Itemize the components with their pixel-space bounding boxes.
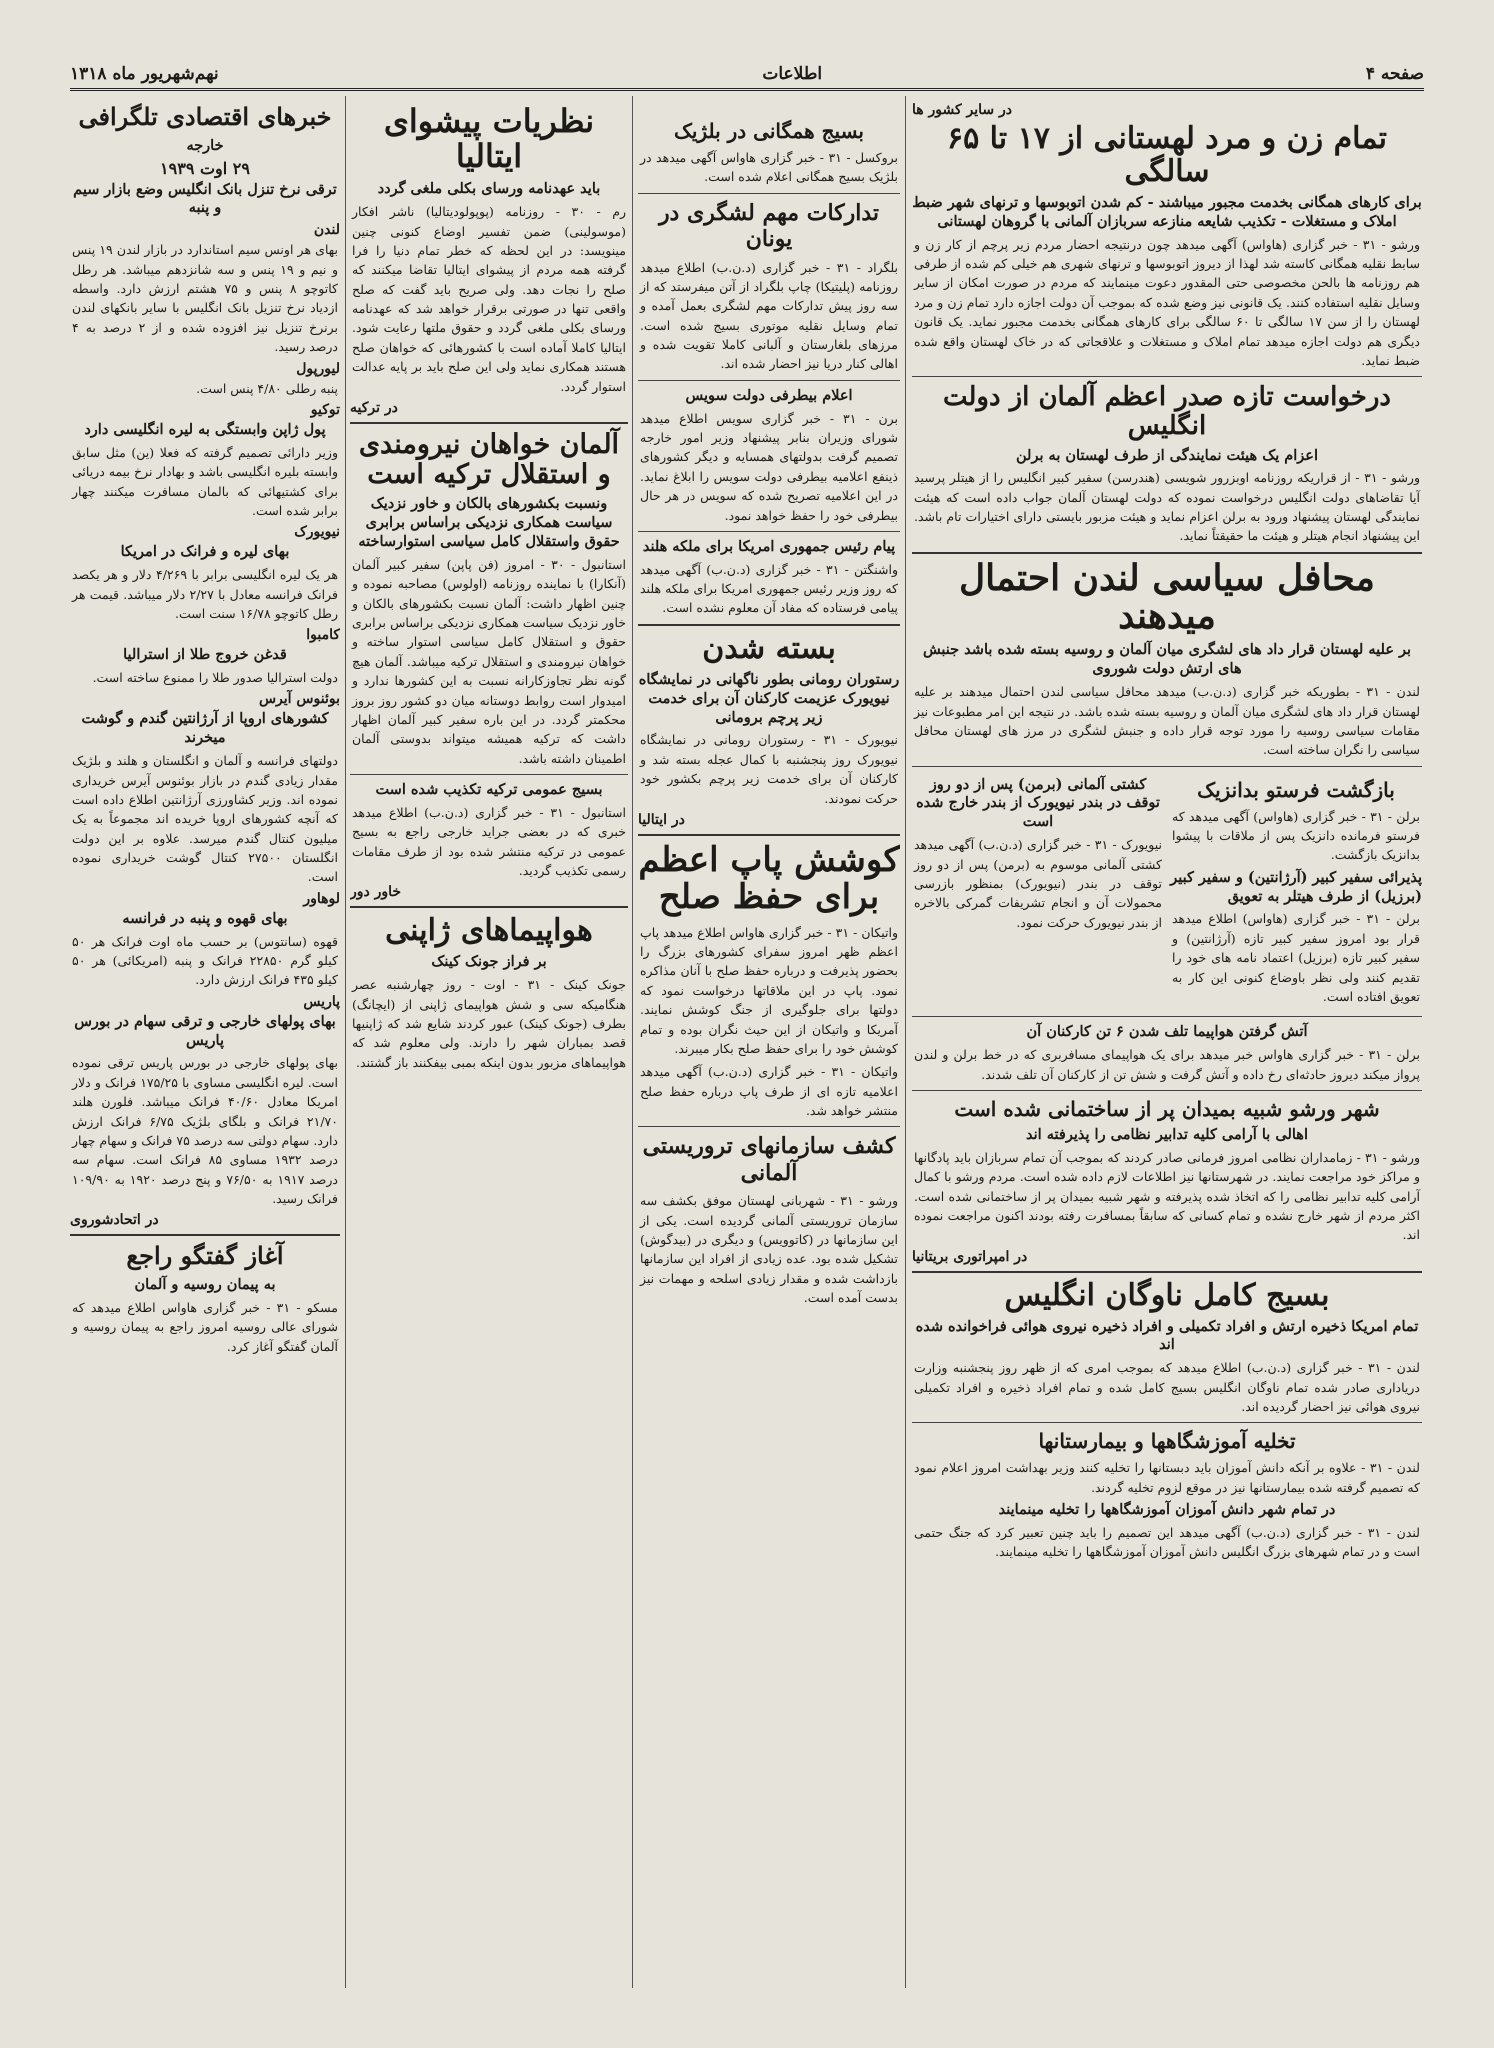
column-3 bbox=[350, 98, 628, 1988]
article-text: لندن - ۳۱ - بطوریکه خبر گزاری (د.ن.ب) میدهد محافل سیاسی لندن احتمال میدهند بر علیه لهستان قرار داد های لشگری میان آلمان و روسیه بسته شده باشد. در نتیجه این امر مطبوعات نیز مقامات سیاسی روسیه را مورد توجه قرار داده و جنبش لشگری در مرز های لهستان محافل سیاسی را نگران ساخته است. bbox=[914, 684, 1420, 758]
divider bbox=[638, 380, 900, 381]
headline: در تمام شهر دانش آموزان آموزشگاهها را تخلیه مینمایند bbox=[998, 1501, 1336, 1519]
city-label: لوهاور bbox=[303, 890, 340, 907]
divider bbox=[638, 1126, 900, 1127]
subheadline: اعزام یک هیئت نمایندگی از طرف لهستان به برلن bbox=[1016, 446, 1318, 464]
article-text: واشنگتن - ۳۱ - خبر گزاری (د.ن.ب) آگهی میدهد که روز وزیر رئیس جمهوری امریکا برای ملکه هلند پیامی فرستاده که مفاد آن معلوم نشده است. bbox=[640, 561, 898, 616]
section-label: در ترکیه bbox=[350, 399, 398, 416]
paper-name: اطلاعات bbox=[762, 64, 823, 84]
headline: آغاز گفتگو راجع bbox=[126, 1241, 284, 1271]
article-text: لندن - ۳۱ - خبر گزاری (د.ن.ب) اطلاع میدهد که بموجب امری که از ظهر روز پنجشنبه وزارت دریاداری صادر شده تمام ناوگان انگلیس بسیج کامل شده و تمام افراد ذخیره و افراد تکمیلی نیروی هوائی نیز احضار گردیده اند. bbox=[914, 1360, 1420, 1415]
article-text: بروکسل - ۳۱ - خبر گزاری هاواس آگهی میدهد در بلژیک بسیج همگانی اعلام شده است. bbox=[640, 150, 898, 185]
subheadline: رستوران رومانی بطور ناگهانی در نمایشگاه نیویورک عزیمت کارکنان آن برای خدمت زیر پرچم برومانی bbox=[638, 670, 900, 726]
section-label: خاور دور bbox=[350, 884, 402, 901]
headline: ترقی نرخ تنزل بانک انگلیس وضع بازار سیم و پنبه bbox=[73, 180, 337, 217]
page-number: صفحه ۴ bbox=[1365, 64, 1424, 84]
subheadline: به پیمان روسیه و آلمان bbox=[134, 1276, 276, 1294]
headline: محافل سیاسی لندن احتمال میدهند bbox=[959, 556, 1375, 637]
subtitle: خارجه bbox=[186, 136, 224, 154]
divider bbox=[350, 774, 628, 775]
article-text: استانبول - ۳۱ - خبر گزاری (د.ن.ب) اطلاع میدهد خبری که در بعضی جراید خارجی راجع به بسیج عمومی در ترکیه منتشر شده بود از طرف مقامات رسمی تکذیب گردید. bbox=[352, 804, 626, 878]
article-text: برلن - ۳۱ - خبر گزاری (هاواس) آگهی میدهد که فرستو فرمانده دانزیک پس از ملاقات با پیشوا بدانزیک بازگشت. bbox=[1172, 808, 1420, 863]
section-title: خبرهای اقتصادی تلگرافی bbox=[78, 102, 332, 131]
headline: کوشش پاپ اعظم برای حفظ صلح bbox=[638, 839, 900, 918]
city-label: نیویورک bbox=[294, 524, 340, 541]
city-label: توکیو bbox=[310, 401, 340, 418]
headline: درخواست تازه صدر اعظم آلمان از دولت انگلیس bbox=[942, 382, 1392, 441]
divider bbox=[912, 376, 1422, 377]
headline: بسیج همگانی در بلژیک bbox=[674, 119, 864, 143]
headline: شهر ورشو شبیه بمیدان پر از ساختمانی شده است bbox=[954, 1096, 1380, 1121]
article-text: هر یک لیره انگلیسی برابر با ۴/۲۶۹ دلار و هر یکصد فرانک فرانسه معادل با ۲/۲۷ دلار میباشد. قیمت هر رطل کاتوچو ۱۶/۷۸ سنت است. bbox=[72, 567, 338, 621]
subheadline: برای کارهای همگانی بخدمت مجبور میباشند - کم شدن اتوبوسها و ترنهای شهر ضبط املاک و مستغلات - تکذیب شایعه منازعه سربازان آلمانی با گروهان لهستانی bbox=[912, 194, 1422, 230]
divider bbox=[350, 906, 628, 908]
headline: بسته شدن bbox=[702, 630, 836, 666]
divider bbox=[912, 1271, 1422, 1273]
subheadline: بر فراز جونک کینک bbox=[431, 953, 547, 971]
divider bbox=[638, 834, 900, 836]
headline: تدارکات مهم لشگری در یونان bbox=[658, 199, 880, 253]
subheadline: باید عهدنامه ورسای بکلی ملغی گردد bbox=[377, 180, 601, 198]
article-text: برن - ۳۱ - خبر گزاری سویس اطلاع میدهد شورای وزیران بنابر پیشنهاد وزیر امور خارجه تصمیم گرفت بدولتهای همسایه و دیگر کشورهای ذینفع اعلامیه بیطرفی دولت سویس را ابلاغ نماید. در این اعلامیه تصریح شده که سویس در هر حال بیطرفی خود را حفظ خواهد نمود. bbox=[640, 410, 899, 523]
section-label: در اتحادشوروی bbox=[70, 1212, 159, 1229]
city-label: بوئنوس آیرس bbox=[258, 691, 340, 708]
headline: بهای لیره و فرانک در امریکا bbox=[120, 543, 290, 561]
headline: بهای پولهای خارجی و ترقی سهام در بورس پاریس bbox=[74, 1012, 336, 1049]
headline: بهای قهوه و پنبه در فرانسه bbox=[122, 909, 288, 927]
article-text: دولتهای فرانسه و آلمان و انگلستان و هلند و بلژیک مقدار زیادی گندم در بازار بوئنوس آیرس خریداری نموده اند. وزیر کشاورزی آرژانتین اطلاع داده است که آنچه کشورهای اروپا خریده اند مجموعاً به یک میلیون کنتال گندم میرسد. علاوه بر این دولت انگلستان ۲۷۵۰۰ کنتال گوشت خریداری نموده است. bbox=[72, 753, 338, 885]
headline: کشورهای اروپا از آرژانتین گندم و گوشت میخرند bbox=[81, 710, 329, 747]
divider bbox=[912, 1090, 1422, 1091]
article-text: لندن - ۳۱ - علاوه بر آنکه دانش آموزان باید دبستانها را تخلیه کنند وزیر بهداشت امروز اعلام نمود که تصمیم گرفته شده بیمارستانها نیز در موقع لزوم تخلیه گردند. bbox=[914, 1460, 1420, 1495]
article-text: برلن - ۳۱ - خبر گزاری (هاواس) اطلاع میدهد قرار بود امروز سفیر کبیر تازه (آرژانتین) و سفیر کبیر تازه (برزیل) اعتماد نامه های خود را تقدیم کنند ولی نظر باوضاع کنونی این کار به تعویق افتاده است. bbox=[1172, 911, 1420, 1004]
article-text: بلگراد - ۳۱ - خبر گزاری (د.ن.ب) اطلاع میدهد روزنامه (پلیتیکا) چاپ بلگراد از آتن میفرستد که از سه روز پیش تدارکات مهم لشگری بعمل آمده و تمام وسایل نقلیه موتوری بسیج شده است. مرزهای بلغارستان و آلبانی کاملا تقویت شده و اهالی کنار دریا نیز احضار شده اند. bbox=[640, 259, 898, 372]
divider bbox=[350, 422, 628, 424]
subheadline: ونسبت بکشورهای بالکان و خاور نزدیک سیاست همکاری نزدیکی براساس برابری حقوق واستقلال کامل سیاسی استوارساخته bbox=[358, 495, 620, 551]
article-text: ورشو - ۳۱ - خبر گزاری (هاواس) آگهی میدهد چون درنتیجه احضار مردم زیر پرچم از کار زن و سابط نقلیه همگانی کاسته شد لهذا از دیروز اتوبوسها و ترنهای شهری هم خیلی کم شده از طرفی هم روزنامه ها بالحن مخصوصی حتی المقدور دعوت مینمایند که مردم در صورت امکان از سایر وسایل نقلیه استفاده کنند. یک قانونی نیز وضع شده که بموجب آن دولت اجازه دارد تمام زن و مرد لهستان را از سن ۱۷ سالگی تا ۶۰ سالگی برای کارهای همگانی بخدمت مجبور نماید. یک قانون دیگری هم دولت اجازه میدهد تمام املاک و مستغلات و علاقجاتی که در خاک لهستان واقع شده ضبط نماید. bbox=[914, 236, 1420, 368]
divider bbox=[912, 1016, 1422, 1017]
masthead bbox=[70, 60, 1424, 91]
city-label: کامبوا bbox=[306, 627, 340, 644]
headline: اعلام بیطرفی دولت سویس bbox=[685, 386, 853, 404]
divider bbox=[912, 1422, 1422, 1423]
column-4 bbox=[70, 98, 340, 1988]
headline: آتش گرفتن هواپیما تلف شدن ۶ تن کارکنان آن bbox=[1026, 1023, 1308, 1041]
article-text: برلن - ۳۱ - خبر گزاری هاواس خبر میدهد برای یک هواپیمای مسافربری که در خط برلن و لندن پرواز میکند دیروز حادثه‌ای رخ داده و آتش گرفت و شش تن از کارکنان آن تلف شدند. bbox=[914, 1047, 1420, 1082]
article-text: قهوه (سانتوس) بر حسب ماه اوت فرانک هر ۵۰ کیلو گرم ۲۲۸۵۰ فرانک و پنبه (امریکائی) هر ۵۰ کیلو ۴۳۵ فرانک ارزش دارد. bbox=[72, 933, 338, 988]
headline: بسیج کامل ناوگان انگلیس bbox=[1004, 1277, 1330, 1313]
article-text: دولت استرالیا صدور طلا را ممنوع ساخته است. bbox=[92, 670, 338, 686]
subheadline: تمام امریکا ذخیره ارتش و افراد تکمیلی و افراد ذخیره نیروی هوائی فراخوانده شده اند bbox=[915, 1317, 1419, 1354]
divider bbox=[638, 531, 900, 532]
article-text: ورشو - ۳۱ - از قراریکه روزنامه اوبزرور شویسی (هندرسن) سفیر کبیر انگلیس را از هیتلر پرسید آیا تقاضاهای دولت انگلیس درخواست نموده که دولت لهستان آلمان جواب داده است که هیئت نمایندگی لهستان پیشنهاد ورود به برلن اعزام نماید و هیئت مزبور بایستی دارای اختیارات تام باشد. این پیشنهاد انجام هیتلر و هیئت ما حقیقتاً نماید. bbox=[914, 470, 1420, 544]
headline: بسیج عمومی ترکیه تکذیب شده است bbox=[375, 781, 603, 798]
article-text: نیویورک - ۳۱ - خبر گزاری (د.ن.ب) آگهی میدهد کشتی آلمانی موسوم به (برمن) پس از دو روز توقف در بندر (نیویورک) بمنظور بازرسی محمولات آن و انجام تشریفات گمرکی بالاخره از بندر نیویورک حرکت نمود. bbox=[914, 837, 1162, 930]
section-label: در سایر کشور ها bbox=[912, 102, 1013, 118]
column-1 bbox=[912, 98, 1422, 1988]
article-text: ورشو - ۳۱ - شهربانی لهستان موفق بکشف سه سازمان تروریستی آلمانی گردیده است. یکی از این سازمانها در (کاتوویس) و دیگری در (بیدگوش) تشکیل شده بود. عده زیادی از افراد این سازمانها بازداشت شده و مقدار زیادی اسلحه و مهمات نیز بدست آمده است. bbox=[640, 1193, 898, 1306]
city-label: پاریس bbox=[303, 993, 340, 1010]
headline: پذیرائی سفیر کبیر (آرژانتین) و سفیر کبیر (برزیل) از طرف هیتلر به تعویق bbox=[1170, 868, 1422, 905]
divider bbox=[638, 624, 900, 626]
article-text: ورشو - ۳۱ - زمامداران نظامی امروز فرمانی صادر کردند که بموجب آن تمام سربازان باید پادگانها و مراکز خود مراجعت نمایند. در شهرستانها نیز اطلاعات لازم داده شده است. مردم ورشو با کمال آرامی کلیه تدابیر نظامی را که اتخاذ شده پذیرفته و شهر شبیه بمیدان پر از ساختمانی شده است. اکثر مردم از شهر خارج نشده و تمام کسانی که سابقاً بمسافرت رفته بودند اکنون مراجعت نموده اند. bbox=[914, 1149, 1420, 1243]
city-label: لندن bbox=[313, 222, 340, 239]
section-label: در امپراتوری بریتانیا bbox=[912, 1248, 1028, 1265]
headline: کشتی آلمانی (برمن) پس از دو روز توقف در بندر نیویورک از بندر خارج شده است bbox=[916, 775, 1160, 831]
city-label: لیورپول bbox=[296, 360, 340, 377]
article-text: استانبول - ۳۰ - امروز (فن پاپن) سفیر کبیر آلمان (آنکارا) با نماینده روزنامه (اولوس) مصاحبه نموده و چنین اظهار داشت: آلمان نسبت بکشورهای بالکان و خاور نزدیک سیاست همکاری نزدیکی براساس برابری حقوق و استقلال کامل سیاسی استوار ساخته و خواهان نیرومندی و استقلال ترکیه میباشد. آلمان هیچ گونه نظر تجاوزکارانه نسبت به این کشورها ندارد و امیدوار است روابط دوستانه میان دو کشور روز بروز محکمتر گردد. در این باره سفیر کبیر آلمان اظهار داشت که ترکیه همیشه میتواند بدوستی آلمان اطمینان داشته باشد. bbox=[352, 556, 626, 766]
section-label: در ایتالیا bbox=[638, 811, 685, 828]
divider bbox=[912, 552, 1422, 554]
column-2 bbox=[638, 98, 900, 1988]
headline: پیام رئیس جمهوری امریکا برای ملکه هلند bbox=[642, 537, 896, 555]
article-text: بهای هر اونس سیم استاندارد در بازار لندن ۱۹ پنس و نیم و ۱۹ پنس و سه شانزدهم میباشد. هر رطل کاتوچو ۸ پنس و ۷۵ هشتم ارزش دارد. واسطه ازدیاد نرخ تنزیل بانک انگلیس با سایر بانکهای لندن برنرخ تنزیل نیز افزوده شده و از ۲ درصد به ۴ درصد رسید. bbox=[72, 242, 339, 355]
article-text: واتیکان - ۳۱ - خبر گزاری (د.ن.ب) آگهی میدهد اعلامیه تازه ای از طرف پاپ درباره حفظ صلح منتشر خواهد شد. bbox=[640, 1064, 898, 1119]
article-text: بهای پولهای خارجی در بورس پاریس ترقی نموده است. لیره انگلیسی مساوی با ۱۷۵/۲۵ فرانک و دلار امریکا معادل ۴۰/۶۰ فرانک میباشد. فلورن هلند ۲۱/۷۰ فرانک و بلگای بلژیک ۶/۷۵ فرانک ارزش دارد. سهام دولتی سه درصد ۷۵ فرانک و سهام چهار درصد ۱۹۳۲ مساوی ۸۵ فرانک است. سهام سه درصد ۱۹۱۷ به ۷۶/۵۰ و پنج درصد ۱۹۲۰ به ۱۰۹/۹۰ فرانک رسید. bbox=[72, 1055, 339, 1207]
date-line: نهم‌شهریور ماه ۱۳۱۸ bbox=[70, 64, 219, 84]
article-text: نیویورک - ۳۱ - رستوران رومانی در نمایشگاه نیویورک روز پنجشنبه با کمال عجله بسته شد و کارکنان آن برای خدمت زیر پرچم بکشور خود حرکت نمودند. bbox=[640, 732, 898, 806]
headline: کشف سازمانهای تروریستی آلمانی bbox=[642, 1133, 896, 1186]
headline: هواپیماهای ژاپنی bbox=[385, 913, 593, 949]
date: ۲۹ اوت ۱۹۳۹ bbox=[160, 158, 250, 178]
headline: بازگشت فرستو بدانزیک bbox=[1197, 777, 1395, 802]
divider bbox=[70, 1234, 340, 1236]
headline: پول ژاپن وابستگی به لیره انگلیسی دارد bbox=[84, 420, 326, 438]
article-text: وزیر دارائی تصمیم گرفته که فعلا (ین) مثل سابق وابسته بلیره انگلیسی باشد و بهادار نرخ بیمه دریائی برای کشتیهائی که بالمان مسافرت میکنند چهار برابر شده است. bbox=[72, 444, 338, 518]
headline: نظریات پیشوای ایتالیا bbox=[383, 102, 595, 176]
article-text: رم - ۳۰ - روزنامه (پوپولودیتالیا) ناشر افکار (موسولینی) ضمن تفسیر اوضاع کنونی چنین مینویسد: در این لحظه که خطر تمام دنیا را فرا گرفته همه مردم از پیشوای ایتالیا تقاضا میکنند که صلح را نجات دهد. ولی صریح باید گفت که صلح واقعی تنها در صورتی برقرار خواهد شد که عهدنامه ورسای بکلی ملغی گردد و حقوق ملتها رعایت شود. ایتالیا کاملا آماده است با کشورهائی که خواهان صلح هستند همکاری نماید ولی این صلح باید بر پایه عدالت استوار گردد. bbox=[352, 204, 626, 394]
column-rule bbox=[345, 96, 346, 1988]
article-text: پنبه رطلی ۴/۸۰ پنس است. bbox=[196, 380, 338, 396]
two-column-block bbox=[912, 773, 1422, 1011]
headline: آلمان خواهان نیرومندی و استقلال ترکیه است bbox=[358, 428, 620, 490]
article-text: جونک کینک - ۳۱ - اوت - روز چهارشنبه عصر هنگامیکه سی و شش هواپیمای ژاپنی از (ایچانگ) بطرف (جونک کینک) عبور کردند شایع شد که ژاپنیها قصد بمباران شهر را دارند. ولی معلوم شد که هواپیماهای مزبور بدون اینکه بمبی بیفکنند باز گشتند. bbox=[352, 977, 626, 1070]
divider bbox=[638, 193, 900, 194]
subheadline: بر علیه لهستان قرار داد های لشگری میان آلمان و روسیه بسته شده باشد جنبش های ارتش دولت شوروی bbox=[922, 641, 1412, 678]
column-rule bbox=[905, 96, 906, 1988]
article-text: مسکو - ۳۱ - خبر گزاری هاواس اطلاع میدهد که شورای عالی روسیه امروز راجع به پیمان روسیه و آلمان گفتگو آغاز کرد. bbox=[72, 1300, 338, 1354]
divider bbox=[912, 766, 1422, 767]
subheadline: اهالی با آرامی کلیه تدابیر نظامی را پذیرفته اند bbox=[1026, 1125, 1308, 1143]
headline: قدغن خروج طلا از استرالیا bbox=[123, 646, 287, 664]
column-rule bbox=[632, 96, 633, 1988]
headline: تمام زن و مرد لهستانی از ۱۷ تا ۶۵ سالگی bbox=[946, 121, 1388, 189]
article-text: لندن - ۳۱ - خبر گزاری (د.ن.ب) آگهی میدهد این تصمیم را باید چنین تعبیر کرد که جنگ حتمی است و در تمام شهرهای بزرگ انگلیس دانش آموزان آموزشگاهها را تخلیه مینمایند. bbox=[914, 1525, 1420, 1560]
article-text: واتیکان - ۳۱ - خبر گزاری هاواس اطلاع میدهد پاپ اعظم ظهر امروز سفرای کشورهای بزرگ را بحضور پذیرفت و درباره حفظ صلح با آنان مذاکره نمود. پاپ در این ملاقاتها درخواست نمود که دولتها برای جلوگیری از جنگ کوشش نمایند. آمریکا و واتیکان از این حیث نگران بوده و تمام کوشش خود را برای حفظ صلح بکار میبرند. bbox=[640, 924, 898, 1056]
headline: تخلیه آموزشگاهها و بیمارستانها bbox=[1038, 1429, 1296, 1454]
